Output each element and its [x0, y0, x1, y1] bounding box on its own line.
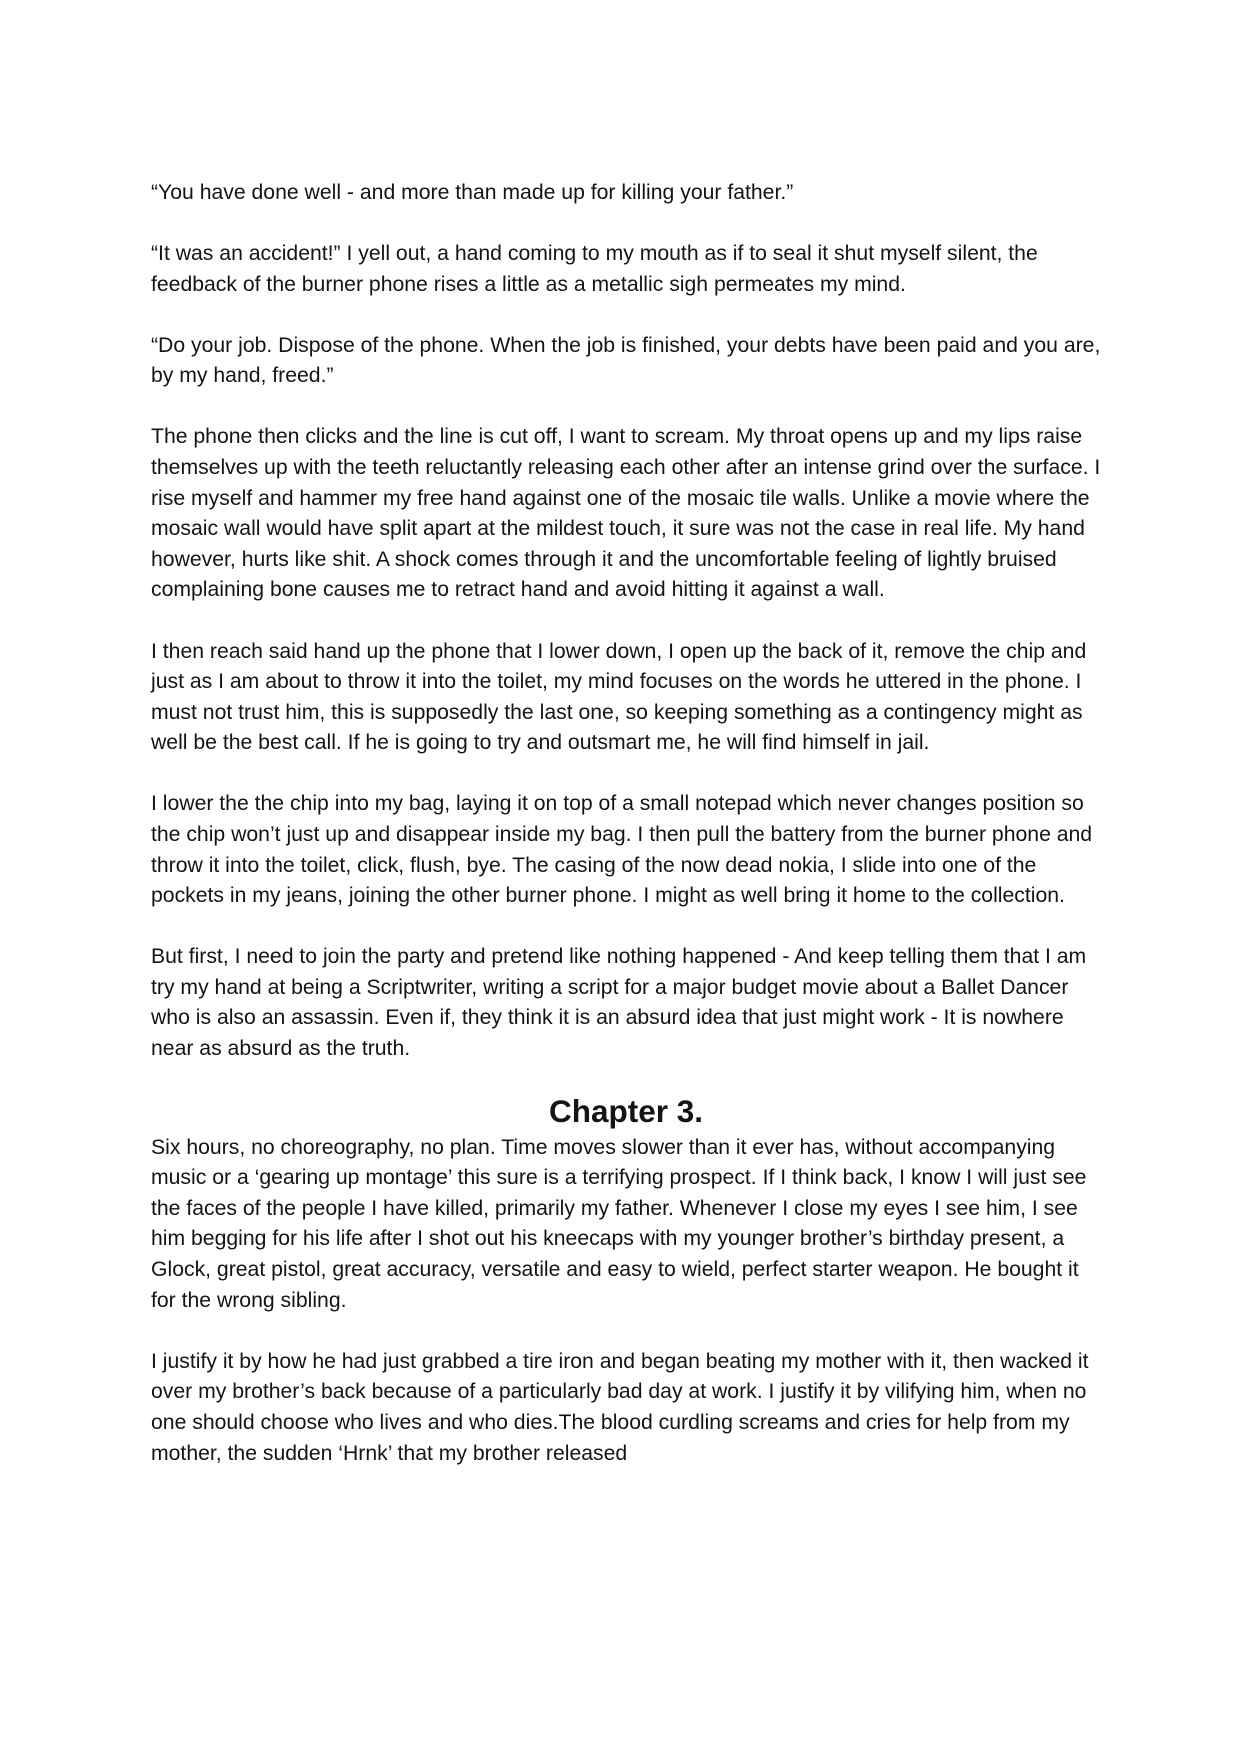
body-text	[151, 178, 1101, 1500]
paragraph-lower-chip: I lower the the chip into my bag, laying it on top of a small notepad which never changes position so the chip won’t just up and disappear inside my bag. I then pull the battery from the burner phone and throw it into the toilet, click, flush, bye. The casing of the now dead nokia, I slide into one of the pockets in my jeans, joining the other burner phone. I might as well bring it home to the collection.	[151, 792, 1093, 908]
chapter-heading: Chapter 3.	[548, 1092, 704, 1129]
paragraph-dialogue-do-your-job: “Do your job. Dispose of the phone. When the job is finished, your debts have been paid and you are, by my hand, freed.”	[151, 333, 1101, 388]
paragraph-remove-chip: I then reach said hand up the phone that I lower down, I open up the back of it, remove the chip and just as I am about to throw it into the toilet, my mind focuses on the words he uttered in the phone. I must not trust him, this is supposedly the last one, so keeping something as a contingency might as well be the best call. If he is going to try and outsmart me, he will find himself in jail.	[151, 639, 1087, 755]
paragraph-phone-clicks: The phone then clicks and the line is cut off, I want to scream. My throat opens up and my lips raise themselves up with the teeth reluctantly releasing each other after an intense grind over the surface. I rise myself and hammer my free hand against one of the mosaic tile walls. Unlike a movie where the mosaic wall would have split apart at the mildest touch, it sure was not the case in real life. My hand however, hurts like shit. A shock comes through it and the uncomfortable feeling of lightly bruised complaining bone causes me to retract hand and avoid hitting it against a wall.	[151, 425, 1101, 602]
paragraph-join-party: But first, I need to join the party and pretend like nothing happened - And keep telling them that I am try my hand at being a Scriptwriter, writing a script for a major budget movie about a Ballet Dancer who is also an assassin. Even if, they think it is an absurd idea that just might work - It is nowhere near as absurd as the truth.	[151, 945, 1087, 1061]
paragraph-dialogue-accident: “It was an accident!” I yell out, a hand coming to my mouth as if to seal it shut myself silent, the feedback of the burner phone rises a little as a metallic sigh permeates my mind.	[151, 242, 1038, 296]
paragraph-six-hours: Six hours, no choreography, no plan. Time moves slower than it ever has, without accompanying music or a ‘gearing up montage’ this sure is a terrifying prospect. If I think back, I know I will just see the faces of the people I have killed, primarily my father. Whenever I close my eyes I see him, I see him begging for his life after I shot out his kneecaps with my younger brother’s birthday present, a Glock, great pistol, great accuracy, versatile and easy to wield, perfect starter weapon. He bought it for the wrong sibling.	[151, 1135, 1087, 1312]
paragraph-dialogue-well-done: “You have done well - and more than made up for killing your father.”	[151, 181, 794, 204]
paragraph-justify: I justify it by how he had just grabbed a tire iron and began beating my mother with it, then wacked it over my brother’s back because of a particularly bad day at work. I justify it by vilifying him, when no one should choose who lives and who dies.The blood curdling screams and cries for help from my mother, the sudden ‘Hrnk’ that my brother released	[151, 1349, 1089, 1465]
